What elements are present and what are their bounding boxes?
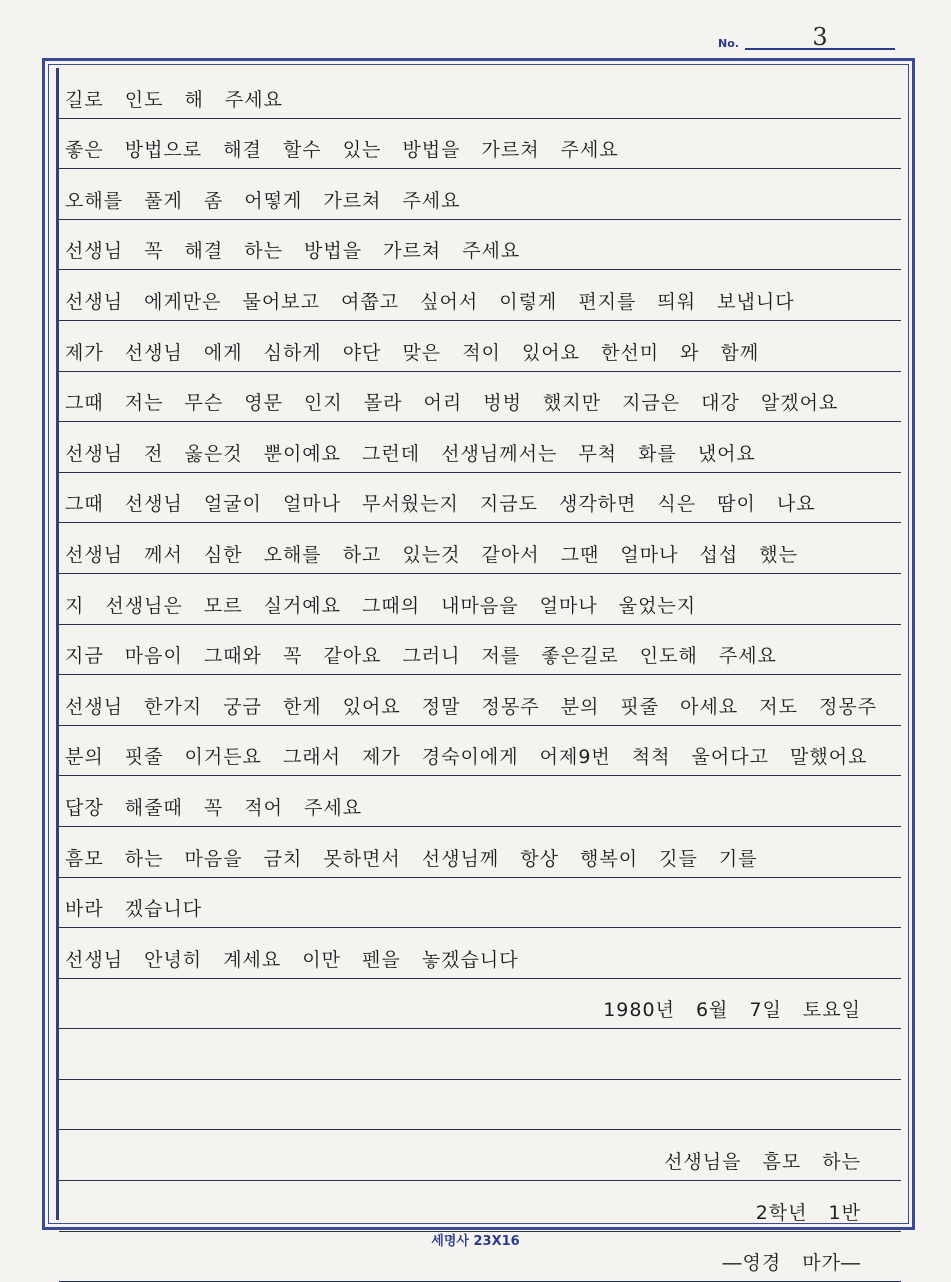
letter-line-text: 지 선생님은 모르 실거예요 그때의 내마음을 얼마나 울었는지 bbox=[65, 594, 697, 617]
letter-line bbox=[59, 726, 901, 777]
letter-line bbox=[59, 827, 901, 878]
letter-line bbox=[59, 1080, 901, 1131]
letter-class: 2학년 1반 bbox=[755, 1201, 861, 1224]
letter-line bbox=[59, 372, 901, 423]
letter-line-text: 좋은 방법으로 해결 할수 있는 방법을 가르쳐 주세요 bbox=[65, 139, 619, 162]
letter-line-text: 그때 저는 무슨 영문 인지 몰라 어리 벙벙 했지만 지금은 대강 알겠어요 bbox=[65, 392, 839, 415]
letter-line bbox=[59, 675, 901, 726]
letter-line bbox=[59, 878, 901, 929]
closing-line bbox=[59, 1130, 901, 1181]
letter-closing: 선생님을 흠모 하는 bbox=[664, 1151, 861, 1174]
letter-line bbox=[59, 422, 901, 473]
letter-line-text: 제가 선생님 에게 심하게 야단 맞은 적이 있어요 한선미 와 함께 bbox=[65, 341, 760, 364]
letter-line bbox=[59, 68, 901, 119]
letter-line-text: 그때 선생님 얼굴이 얼마나 무서웠는지 지금도 생각하면 식은 땀이 나요 bbox=[65, 493, 816, 516]
letter-line bbox=[59, 169, 901, 220]
letter-line bbox=[59, 473, 901, 524]
page-number-value: 3 bbox=[745, 26, 895, 50]
letter-line bbox=[59, 625, 901, 676]
letter-line bbox=[59, 928, 901, 979]
letter-line bbox=[59, 270, 901, 321]
letter-line bbox=[59, 574, 901, 625]
page-number bbox=[718, 23, 918, 51]
letter-line-text: 선생님 전 옳은것 뿐이예요 그런데 선생님께서는 무척 화를 냈어요 bbox=[65, 442, 756, 465]
class-line bbox=[59, 1181, 901, 1232]
letter-line-text: 분의 핏줄 이거든요 그래서 제가 경숙이에게 어제9번 척척 울어다고 말했어요 bbox=[65, 746, 868, 769]
letter-line-text: 지금 마음이 그때와 꼭 같아요 그러니 저를 좋은길로 인도해 주세요 bbox=[65, 645, 777, 668]
letter-line-text: 선생님 안녕히 계세요 이만 펜을 놓겠습니다 bbox=[65, 948, 519, 971]
letter-line bbox=[59, 523, 901, 574]
letter-line-text: 선생님 꼭 해결 하는 방법을 가르쳐 주세요 bbox=[65, 240, 521, 263]
letter-line-text: 길로 인도 해 주세요 bbox=[65, 88, 283, 111]
letter-line bbox=[59, 776, 901, 827]
paper-brand-footer: 세명사 23X16 bbox=[431, 1234, 520, 1249]
letter-line-text: 선생님 한가지 궁금 한게 있어요 정말 정몽주 분의 핏줄 아세요 저도 정몽주 bbox=[65, 695, 878, 718]
letter-line bbox=[59, 119, 901, 170]
date-line bbox=[59, 979, 901, 1030]
letter-body bbox=[59, 68, 901, 1282]
letter-line bbox=[59, 1029, 901, 1080]
letter-line bbox=[59, 220, 901, 271]
letter-line-text: 선생님 에게만은 물어보고 여쭙고 싶어서 이렇게 편지를 띄워 보냅니다 bbox=[65, 290, 795, 313]
letter-signature: ―영경 마가― bbox=[722, 1252, 861, 1275]
letter-line-text: 흠모 하는 마음을 금치 못하면서 선생님께 항상 행복이 깃들 기를 bbox=[65, 847, 758, 870]
letter-line bbox=[59, 321, 901, 372]
letter-date: 1980년 6월 7일 토요일 bbox=[603, 999, 861, 1022]
letter-line-text: 오해를 풀게 좀 어떻게 가르쳐 주세요 bbox=[65, 189, 461, 212]
letter-line-text: 바라 겠습니다 bbox=[65, 898, 203, 921]
page-number-label: No. bbox=[718, 37, 739, 50]
letter-line-text: 선생님 께서 심한 오해를 하고 있는것 같아서 그땐 얼마나 섭섭 했는 bbox=[65, 543, 798, 566]
letter-line-text: 답장 해줄때 꼭 적어 주세요 bbox=[65, 796, 363, 819]
